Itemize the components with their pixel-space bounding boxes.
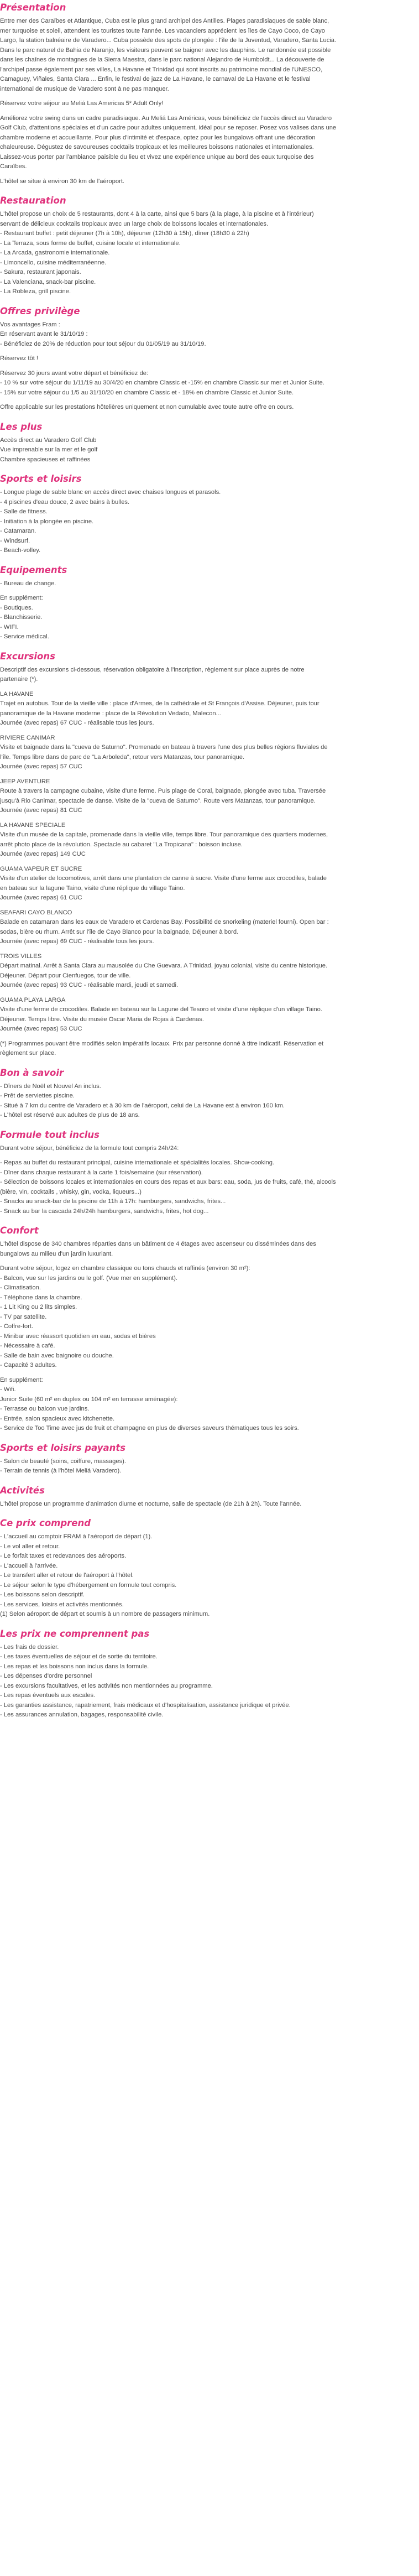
- paragraph: [0, 579, 415, 589]
- text-line: - Bénéficiez de 20% de réduction pour tout séjour du 01/05/19 au 31/10/19.: [0, 340, 206, 347]
- text-line: - Les boissons selon descriptif.: [0, 1591, 85, 1598]
- paragraph: [0, 403, 415, 413]
- text-line: Visite et baignade dans la "cueva de Saturno". Promenade en bateau à travers l'une des plus belles régions fluviales de: [0, 744, 328, 751]
- text-line: l'archipel passe également par ses villes, La Havane et Trinidad qui sont inscrits au patrimoine mondial de l'UNESCO,: [0, 66, 323, 73]
- text-line: jusqu'à Rio Canimar, spectacle de danse. Visite de la "cueva de Saturno". Route vers Matanzas, tour panoramique.: [0, 797, 316, 804]
- text-line: Caraïbes.: [0, 163, 27, 170]
- text-line: - Prêt de serviettes piscine.: [0, 1092, 75, 1099]
- paragraph: [0, 996, 415, 1034]
- text-line: Durant votre séjour, bénéficiez de la formule tout compris 24h/24:: [0, 1144, 179, 1152]
- section-heading: Bon à savoir: [0, 1067, 64, 1078]
- text-line: (1) Selon aéroport de départ et soumis à un nombre de passagers minimum.: [0, 1611, 210, 1617]
- paragraph: [0, 1643, 415, 1720]
- text-line: Réservez tôt !: [0, 355, 39, 362]
- paragraph: [0, 690, 415, 728]
- text-line: - Les services, loisirs et activités mentionnés.: [0, 1601, 124, 1608]
- text-line: JEEP AVENTURE: [0, 778, 50, 785]
- text-line: Balade en catamaran dans les eaux de Varadero et Cardenas Bay. Possibilité de snorkeling (materiel fourni). Open bar :: [0, 919, 329, 925]
- text-line: Dans le parc naturel de Bahia de Naranjo, les visiteurs peuvent se baigner avec les dauphins. Le randonnée est possible: [0, 46, 331, 54]
- text-line: Départ matinal. Arrêt à Santa Clara au mausolée du Che Guevara. A Trinidad, joyau colonial, visite du centre historique.: [0, 962, 328, 969]
- text-line: international de musique de Varadero sont à ne pas manquer.: [0, 85, 169, 92]
- text-line: En supplément:: [0, 1376, 43, 1383]
- text-line: - Bureau de change.: [0, 580, 56, 587]
- text-line: L'hôtel propose un choix de 5 restaurants, dont 4 à la carte, ainsi que 5 bars (à la plage, à la piscine et à l'intérieur): [0, 211, 314, 217]
- text-line: - Service médical.: [0, 633, 49, 640]
- text-line: - WIFI.: [0, 623, 19, 631]
- text-line: Vue imprenable sur la mer et le golf: [0, 446, 98, 453]
- text-line: - Sélection de boissons locales et internationales en cours des repas et aux bars: eau, soda, jus de fruits, café, thé, alcools: [0, 1179, 336, 1185]
- text-line: LA HAVANE: [0, 690, 34, 698]
- text-line: règlement sur place.: [0, 1050, 56, 1057]
- text-line: Visite d'une ferme de crocodiles. Balade en bateau sur la Lagune del Tesoro et visite d'une réplique d'un village Taino.: [0, 1006, 322, 1013]
- text-line: l'île. Temps libre dans de parc de "La Arboleda", retour vers Matanzas, tour panoramique.: [0, 753, 245, 761]
- paragraph: [0, 865, 415, 903]
- section-heading: Excursions: [0, 650, 55, 662]
- text-line: - Snack au bar la cascada 24h/24h hamburgers, sandwichs, frites, hot dog...: [0, 1208, 209, 1215]
- text-line: - Téléphone dans la chambre.: [0, 1294, 82, 1301]
- text-line: - Beach-volley.: [0, 547, 41, 554]
- text-line: En réservant avant le 31/10/19 :: [0, 331, 88, 337]
- text-line: partenaire (*).: [0, 676, 38, 683]
- paragraph: [0, 114, 415, 172]
- text-line: - Salle de bain avec baignoire ou douche.: [0, 1352, 114, 1359]
- text-line: - Les dépenses d'ordre personnel: [0, 1673, 92, 1679]
- section-heading: Restauration: [0, 195, 66, 206]
- text-line: Journée (avec repas) 67 CUC - réalisable tous les jours.: [0, 720, 154, 726]
- text-line: - Les frais de dossier.: [0, 1643, 59, 1651]
- text-line: Entre mer des Caraïbes et Atlantique, Cuba est le plus grand archipel des Antilles. Plages paradisiaques de sable blanc,: [0, 18, 329, 24]
- text-line: dans les chaînes de montagnes de la Sierra Maestra, dans le parc national Alejandro de Humboldt... La découverte de: [0, 56, 324, 63]
- text-line: - Les taxes éventuelles de séjour et de sortie du territoire.: [0, 1653, 158, 1660]
- section-heading: Les plus: [0, 421, 43, 432]
- text-line: - Terrain de tennis (à l'hôtel Meliá Varadero).: [0, 1467, 122, 1474]
- text-line: - Entrée, salon spacieux avec kitchenette.: [0, 1415, 115, 1422]
- text-line: - 1 Lit King ou 2 lits simples.: [0, 1304, 77, 1310]
- text-line: Journée (avec repas) 81 CUC: [0, 807, 82, 814]
- text-line: Golf Club, d'attentions spéciales et d'un cadre pour adultes uniquement, idéal pour se reposer. Posez vos valises dans une: [0, 124, 337, 131]
- text-line: Réservez votre séjour au Meliá Las Americas 5* Adult Only!: [0, 100, 164, 107]
- section-heading: Présentation: [0, 2, 66, 13]
- text-line: GUAMA VAPEUR ET SUCRE: [0, 865, 82, 872]
- text-line: Trajet en autobus. Tour de la vieille ville : place d'Armes, de la cathédrale et St François d'Assise. Déjeuner, puis tour: [0, 700, 320, 707]
- text-line: - Boutiques.: [0, 604, 33, 611]
- paragraph: [0, 1500, 415, 1510]
- paragraph: [0, 1240, 415, 1259]
- text-line: - La Terraza, sous forme de buffet, cuisine locale et internationale.: [0, 240, 181, 247]
- text-line: - La Robleza, grill piscine.: [0, 288, 71, 295]
- section-heading: Formule tout inclus: [0, 1129, 100, 1140]
- text-line: Route à travers la campagne cubaine, visite d'une ferme. Puis plage de Coral, baignade, plongée avec tuba. Traversée: [0, 788, 326, 794]
- text-line: Visite d'un atelier de locomotives, arrêt dans une plantation de canne à sucre. Visite d'une ferme aux crocodiles, balade: [0, 875, 327, 882]
- text-line: - L'accueil à l'arrivée.: [0, 1562, 58, 1569]
- text-line: L'hôtel dispose de 340 chambres réparties dans un bâtiment de 4 étages avec ascenseur ou disséminées dans des: [0, 1241, 316, 1247]
- paragraph: [0, 436, 415, 465]
- text-line: - Les repas et les boissons non inclus dans la formule.: [0, 1663, 149, 1670]
- text-line: Vos avantages Fram :: [0, 321, 60, 328]
- paragraph: [0, 952, 415, 991]
- paragraph: [0, 594, 415, 642]
- paragraph: [0, 1264, 415, 1371]
- text-line: - L'hôtel est réservé aux adultes de plus de 18 ans.: [0, 1112, 140, 1118]
- text-line: - Coffre-fort.: [0, 1323, 34, 1330]
- text-line: - Blanchisserie.: [0, 614, 43, 621]
- text-line: Accès direct au Varadero Golf Club: [0, 436, 97, 444]
- text-line: Journée (avec repas) 69 CUC - réalisable tous les jours.: [0, 938, 154, 945]
- text-line: - Le vol aller et retour.: [0, 1543, 60, 1550]
- text-line: Laissez-vous porter par l'ambiance paisible du lieu et vivez une expérience unique au bord des eaux turquoise des: [0, 153, 314, 160]
- text-line: SEAFARI CAYO BLANCO: [0, 909, 72, 916]
- paragraph: [0, 908, 415, 947]
- text-line: chambre moderne et accueillante. Pour plus d'intimité et d'espace, optez pour les bungalows offrant une décoration: [0, 134, 316, 141]
- text-line: - Dîner dans chaque restaurant à la carte 1 fois/semaine (sur réservation).: [0, 1169, 203, 1176]
- text-line: - Repas au buffet du restaurant principal, cuisine internationale et spécialités locales. Show-cooking.: [0, 1159, 275, 1166]
- text-line: bungalows au milieu d'un jardin luxuriant.: [0, 1250, 113, 1257]
- text-line: - Limoncello, cuisine méditerranéenne.: [0, 259, 107, 266]
- text-line: - Terrasse ou balcon vue jardins.: [0, 1406, 90, 1412]
- text-line: - Initiation à la plongée en piscine.: [0, 518, 94, 525]
- section-heading: Sports et loisirs: [0, 473, 82, 484]
- text-line: - Minibar avec réassort quotidien en eau, sodas et bières: [0, 1333, 156, 1340]
- text-line: - Restaurant buffet : petit déjeuner (7h à 10h), déjeuner (12h30 à 15h), dîner (18h30 à 22h): [0, 230, 249, 237]
- text-line: Journée (avec repas) 57 CUC: [0, 763, 82, 770]
- text-line: - Les excursions facultatives, et les activités non mentionnées au programme.: [0, 1682, 213, 1689]
- text-line: Offre applicable sur les prestations hôtelières uniquement et non cumulable avec toute autre offre en cours.: [0, 404, 294, 410]
- text-line: L'hôtel propose un programme d'animation diurne et nocturne, salle de spectacle (de 21h à 2h). Toute l'année.: [0, 1500, 302, 1507]
- text-line: Journée (avec repas) 61 CUC: [0, 894, 82, 901]
- text-line: - Dîners de Noël et Nouvel An inclus.: [0, 1083, 101, 1090]
- text-line: Journée (avec repas) 93 CUC - réalisable mardi, jeudi et samedi.: [0, 982, 179, 988]
- paragraph: [0, 733, 415, 772]
- text-line: Déjeuner. Temps libre. Visite du musée Oscar Maria de Rojas à Cardenas.: [0, 1016, 204, 1023]
- text-line: - Longue plage de sable blanc en accès direct avec chaises longues et parasols.: [0, 489, 221, 496]
- text-line: - 10 % sur votre séjour du 1/11/19 au 30/4/20 en chambre Classic et -15% en chambre Classic sur mer et Junior Suite.: [0, 379, 324, 386]
- text-line: - La Valenciana, snack-bar piscine.: [0, 278, 96, 285]
- section-heading: Ce prix comprend: [0, 1518, 91, 1528]
- text-line: - Windsurf.: [0, 537, 30, 544]
- text-line: - Le forfait taxes et redevances des aéroports.: [0, 1553, 127, 1559]
- text-line: - Situé à 7 km du centre de Varadero et à 30 km de l'aéroport, celui de La Havane est à environ 160 km.: [0, 1102, 285, 1109]
- text-line: Largo, la station balnéaire de Varadero... Cuba possède des spots de plongée : l'île de la Juventud, Varadero, Santa Lucia.: [0, 37, 337, 44]
- paragraph: [0, 17, 415, 94]
- text-line: GUAMA PLAYA LARGA: [0, 996, 66, 1003]
- text-line: - Salon de beauté (soins, coiffure, massages).: [0, 1458, 127, 1465]
- text-line: sodas, bière ou rhum. Arrêt sur l'île de Cayo Blanco pour la baignade, Déjeuner à bord.: [0, 928, 239, 935]
- text-line: - Nécessaire à café.: [0, 1342, 55, 1349]
- text-line: - Le séjour selon le type d'hébergement en formule tout compris.: [0, 1581, 177, 1589]
- paragraph: [0, 99, 415, 109]
- paragraph: [0, 354, 415, 364]
- text-line: - La Arcada, gastronomie internationale.: [0, 249, 110, 256]
- text-line: - 15% sur votre séjour du 1/5 au 31/10/20 en chambre Classic et - 18% en chambre Classic et Junior Suite.: [0, 389, 294, 396]
- text-line: (bière, vin, cocktails , whisky, gin, vodka, liqueurs...): [0, 1188, 142, 1195]
- text-line: L'hôtel se situe à environ 30 km de l'aéroport.: [0, 178, 125, 185]
- text-line: - Capacité 3 adultes.: [0, 1362, 57, 1368]
- text-line: panoramique de la Havane moderne : place de la Révolution Vedado, Malecon...: [0, 710, 221, 717]
- text-line: RIVIERE CANIMAR: [0, 734, 55, 741]
- section-heading: Activités: [0, 1485, 45, 1496]
- paragraph: [0, 320, 415, 350]
- text-line: - Snacks au snack-bar de la piscine de 11h à 17h: hamburgers, sandwichs, frites...: [0, 1198, 226, 1205]
- section-heading: Offres privilège: [0, 305, 80, 316]
- section-heading: Equipements: [0, 564, 67, 575]
- text-line: TROIS VILLES: [0, 953, 42, 960]
- paragraph: [0, 665, 415, 685]
- text-line: en bateau sur la lagune Taino, visite d'une réplique du village Taino.: [0, 884, 185, 892]
- section-heading: Confort: [0, 1225, 39, 1236]
- text-line: LA HAVANE SPECIALE: [0, 821, 66, 829]
- text-line: Journée (avec repas) 149 CUC: [0, 851, 86, 857]
- text-line: - Sakura, restaurant japonais.: [0, 269, 81, 275]
- text-line: - Le transfert aller et retour de l'aéroport à l'hôtel.: [0, 1572, 134, 1579]
- section-heading: Sports et loisirs payants: [0, 1442, 126, 1453]
- text-line: arrêt photo place de la révolution. Spectacle au cabaret "La Tropicana" : boisson incluse.: [0, 841, 243, 848]
- text-line: - Les garanties assistance, rapatriement, frais médicaux et d'hospitalisation, assistance juridique et privée.: [0, 1701, 291, 1709]
- text-line: servant de délicieux cocktails tropicaux avec un large choix de boissons locales et internationales.: [0, 220, 269, 227]
- text-line: Descriptif des excursions ci-dessous, réservation obligatoire à l'inscription, règlement sur place auprès de notre: [0, 666, 305, 673]
- text-line: Junior Suite (60 m² en duplex ou 104 m² en terrasse aménagée):: [0, 1396, 178, 1403]
- paragraph: [0, 177, 415, 187]
- text-line: Camaguey, Viñales, Santa Clara ... Enfin, le festival de jazz de La Havane, le carnaval de La Havane et le festival: [0, 76, 311, 82]
- paragraph: [0, 1082, 415, 1121]
- paragraph: [0, 1532, 415, 1620]
- paragraph: [0, 369, 415, 398]
- paragraph: [0, 1039, 415, 1059]
- text-line: - Salle de fitness.: [0, 508, 48, 515]
- text-line: Durant votre séjour, logez en chambre classique ou tons chauds et raffinés (environ 30 m²):: [0, 1265, 250, 1272]
- text-line: Visite d'un musée de la capitale, promenade dans la vieille ville, temps libre. Tour panoramique des quartiers modernes,: [0, 831, 328, 838]
- paragraph: [0, 1158, 415, 1216]
- section-heading: Les prix ne comprennent pas: [0, 1628, 150, 1639]
- text-line: Journée (avec repas) 53 CUC: [0, 1026, 82, 1032]
- text-line: - Wifi.: [0, 1386, 16, 1393]
- paragraph: [0, 210, 415, 297]
- text-line: Réservez 30 jours avant votre départ et bénéficiez de:: [0, 370, 149, 377]
- text-line: - Balcon, vue sur les jardins ou le golf. (Vue mer en supplément).: [0, 1274, 178, 1282]
- paragraph: [0, 821, 415, 860]
- text-line: - Catamaran.: [0, 528, 36, 534]
- text-line: mer turquoise et soleil, attendent les touristes toute l'année. Les vacanciers apprécient les îles de Cayo Coco, de Cayo: [0, 27, 325, 34]
- paragraph: [0, 488, 415, 556]
- text-line: Chambre spacieuses et raffinées: [0, 456, 91, 463]
- paragraph: [0, 777, 415, 816]
- text-line: - Service de Too Time avec jus de fruit et champagne en plus de diverses saveurs thématiques tous les soirs.: [0, 1425, 299, 1432]
- text-line: Améliorez votre swing dans un cadre paradisiaque. Au Meliá Las Américas, vous bénéficiez de l'accès direct au Varadero: [0, 115, 332, 122]
- text-line: - Climatisation.: [0, 1284, 41, 1291]
- text-line: - TV par satellite.: [0, 1313, 47, 1320]
- paragraph: [0, 1376, 415, 1434]
- text-line: - Les repas éventuels aux escales.: [0, 1692, 96, 1699]
- paragraph: [0, 1144, 415, 1154]
- paragraph: [0, 1457, 415, 1476]
- text-line: - Les assurances annulation, bagages, responsabilité civile.: [0, 1711, 164, 1718]
- text-line: Déjeuner. Départ pour Cienfuegos, tour de ville.: [0, 972, 131, 979]
- text-line: En supplément:: [0, 595, 43, 601]
- text-line: (*) Programmes pouvant être modifiés selon impératifs locaux. Prix par personne donné à titre indicatif. Réservation et: [0, 1040, 324, 1047]
- text-line: chaleureuse. Dégustez de savoureuses cocktails tropicaux et les meilleures boissons nationales et internationales.: [0, 144, 314, 150]
- text-line: - L'accueil au comptoir FRAM à l'aéroport de départ (1).: [0, 1533, 153, 1540]
- text-line: - 4 piscines d'eau douce, 2 avec bains à bulles.: [0, 498, 130, 506]
